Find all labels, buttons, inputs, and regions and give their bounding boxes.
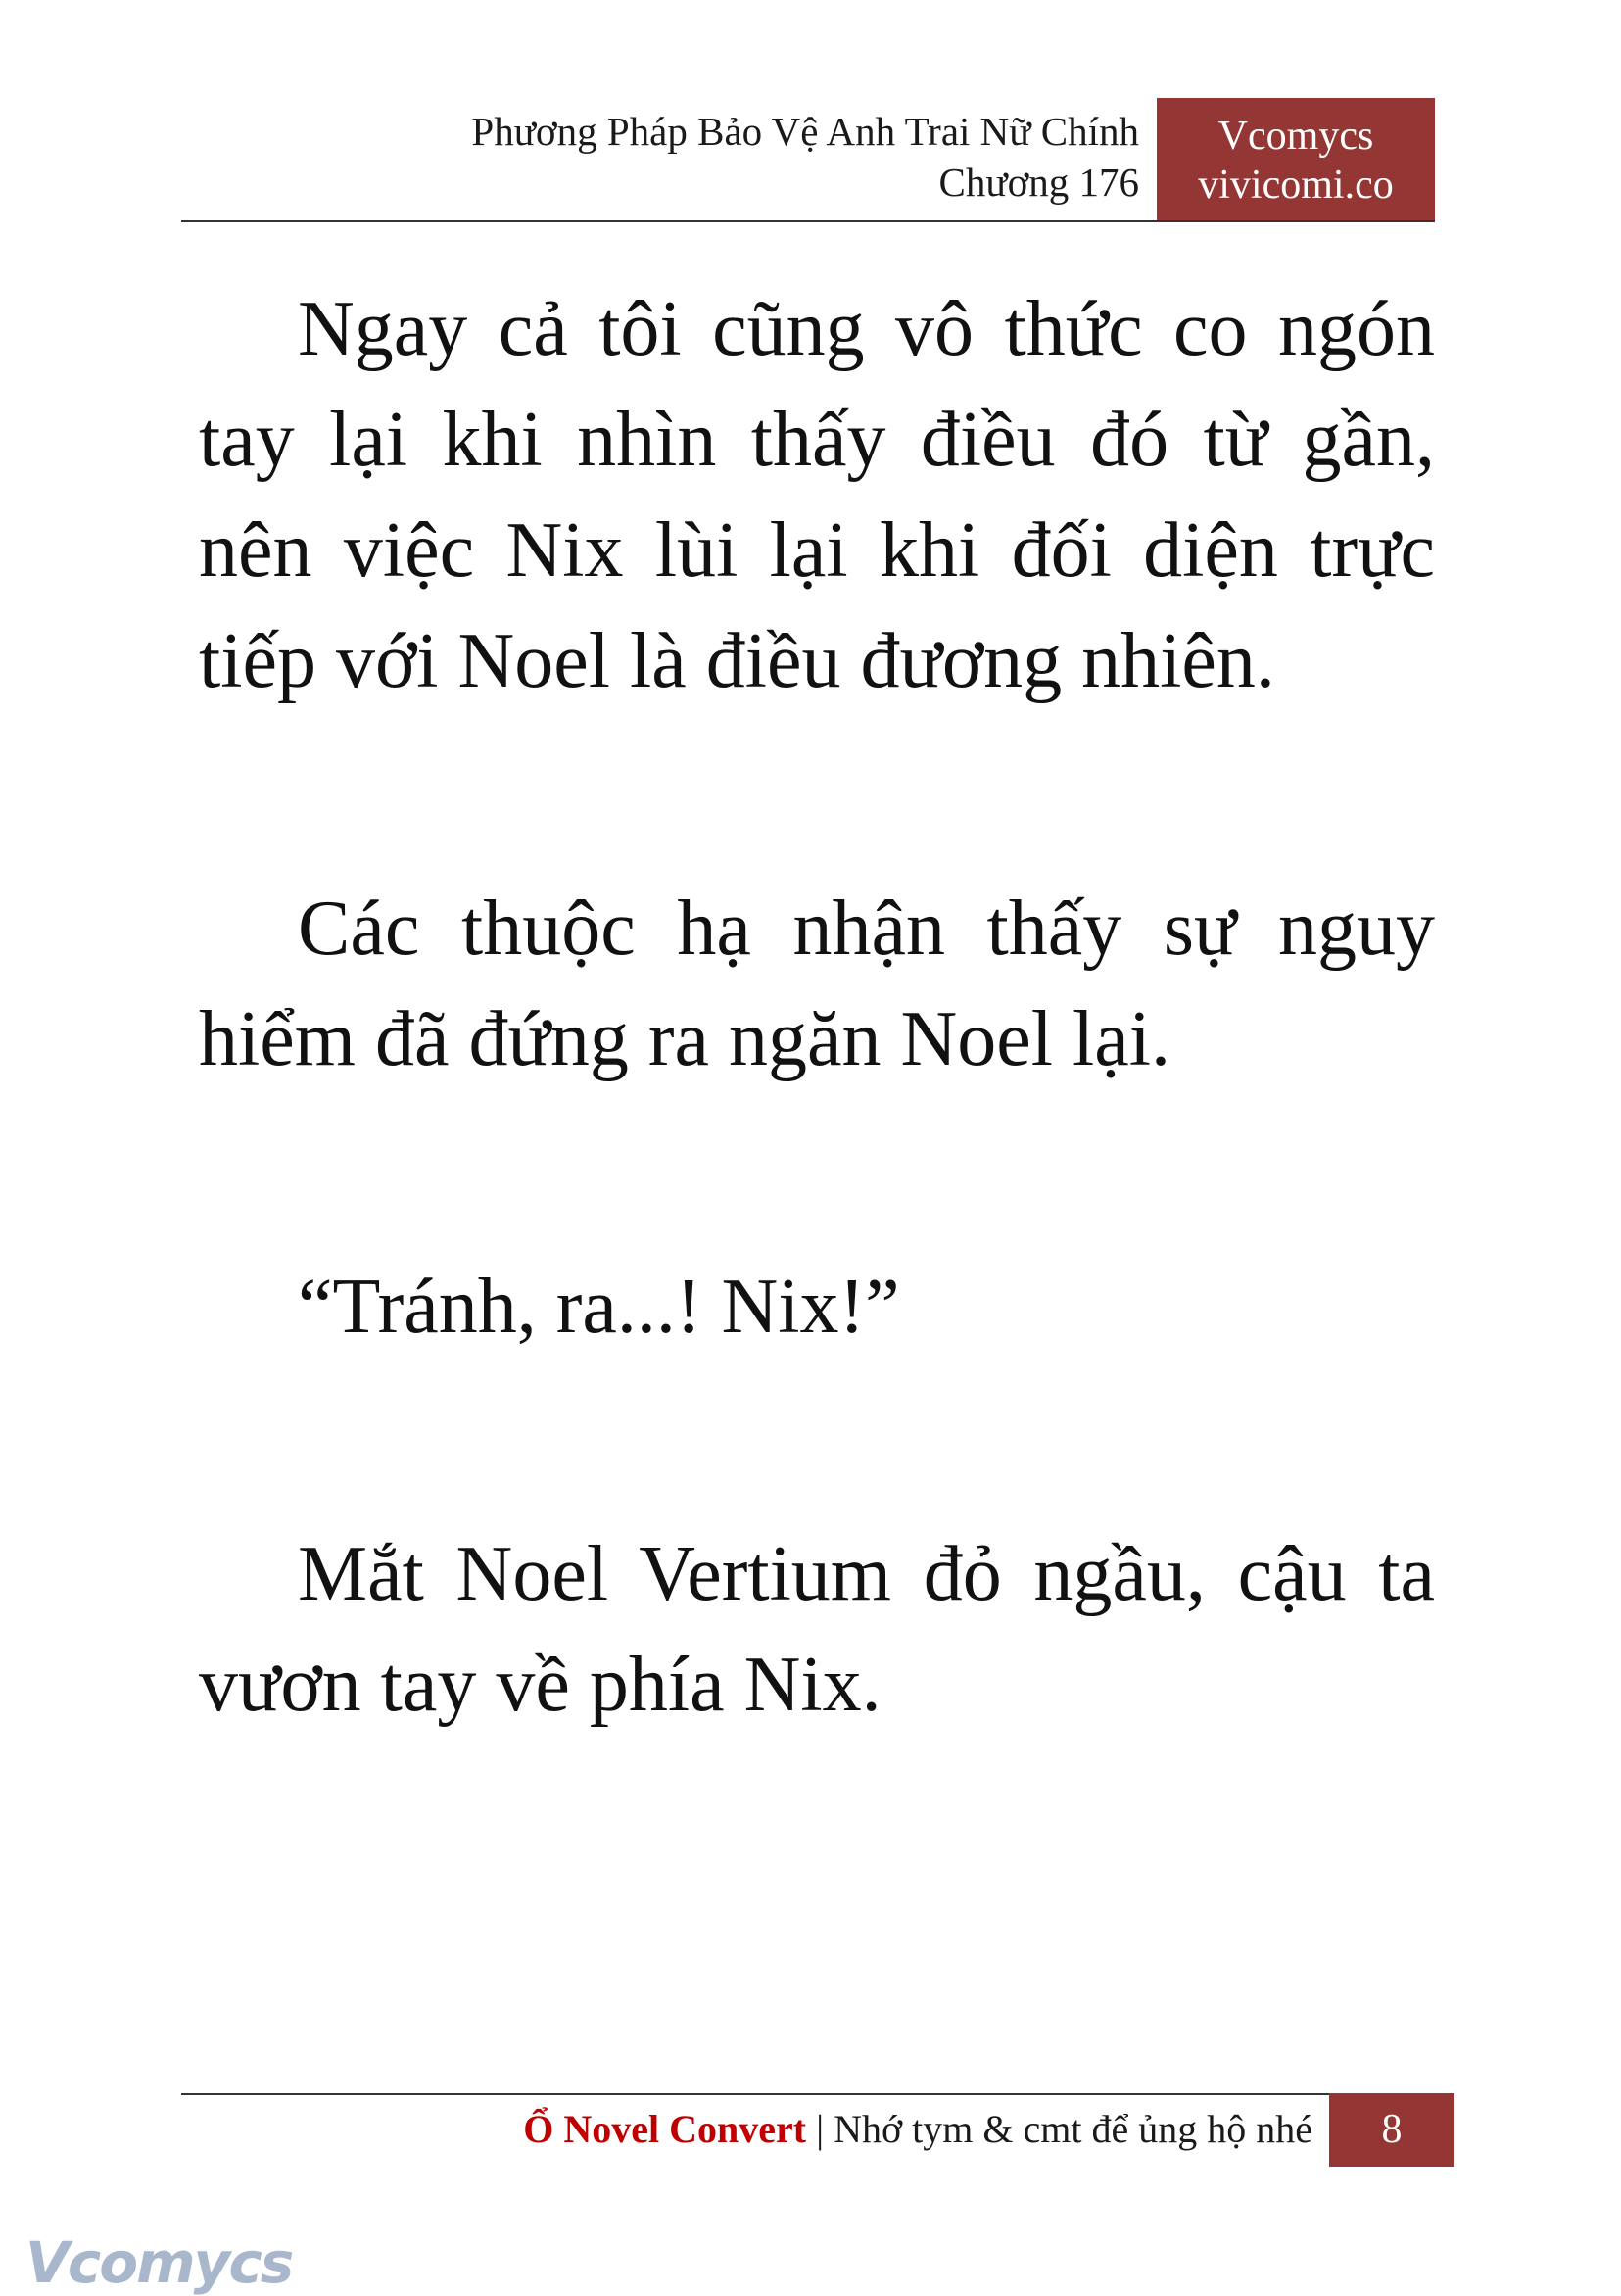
- footer-divider: [181, 2093, 1454, 2095]
- footer-message: Nhớ tym & cmt để ủng hộ nhé: [834, 2107, 1312, 2151]
- chapter-body: [199, 274, 1435, 1897]
- footer-separator: |: [816, 2107, 825, 2151]
- header-divider: [181, 220, 1435, 222]
- paragraph-1: Ngay cả tôi cũng vô thức co ngón tay lại khi nhìn thấy điều đó từ gần, nên việc Nix lùi lại khi đối diện trực tiếp với Noel là điều đương nhiên.: [199, 286, 1435, 704]
- page-number: 8: [1329, 2093, 1454, 2167]
- paragraph-2: Các thuộc hạ nhận thấy sự nguy hiểm đã đứng ra ngăn Noel lại.: [199, 885, 1435, 1082]
- brand-badge: [1157, 98, 1435, 220]
- brand-name: Vcomycs: [1217, 114, 1374, 159]
- book-title: Phương Pháp Bảo Vệ Anh Trai Nữ Chính: [471, 109, 1139, 154]
- chapter-label: Chương 176: [938, 160, 1139, 205]
- paragraph-3: “Tránh, ra...! Nix!”: [298, 1264, 900, 1350]
- brand-site: vivicomi.co: [1198, 163, 1394, 208]
- footer-brand: Ổ Novel Convert: [523, 2107, 807, 2151]
- running-header: [471, 106, 1139, 208]
- watermark-logo: Vcomycs: [25, 2229, 293, 2296]
- paragraph-4: Mắt Noel Vertium đỏ ngầu, cậu ta vươn tay về phía Nix.: [199, 1531, 1435, 1728]
- footer: [523, 2104, 1312, 2155]
